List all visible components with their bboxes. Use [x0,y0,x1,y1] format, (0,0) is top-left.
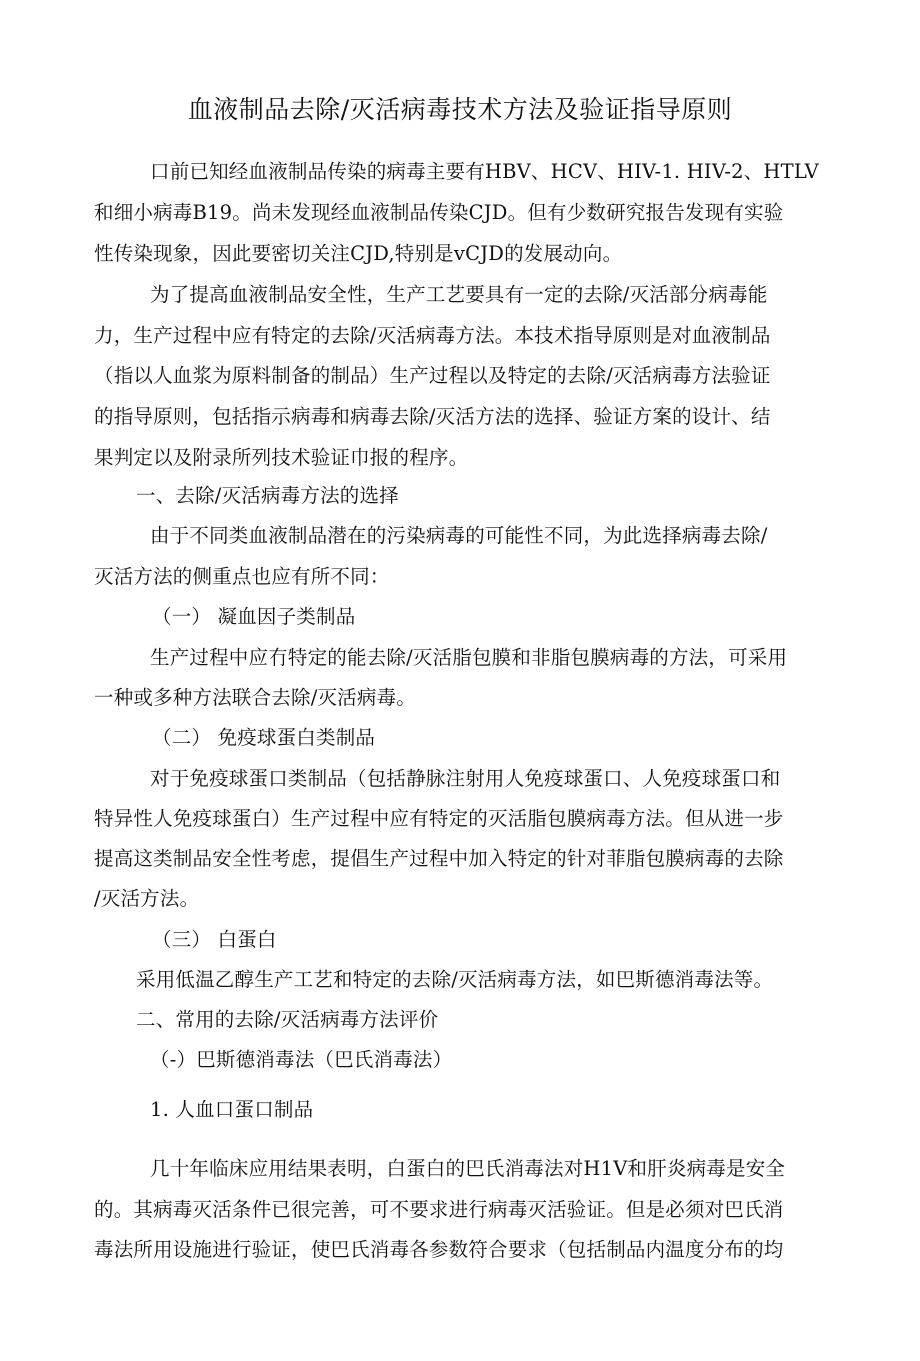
paragraph-line: 灭活方法的侧重点也应有所不同： [94,565,390,588]
paragraph-line: 的。其病毒灭活条件已很完善，可不要求进行病毒灭活验证。但是必须对巴氏消 [94,1198,784,1221]
paragraph-line: 果判定以及附录所列技术验证巾报的程序。 [94,446,469,469]
section-heading: 一、去除/灭活病毒方法的选择 [136,484,399,507]
paragraph-line: 口前已知经血液制品传染的病毒主要有HBV、HCV、HIV-1. HIV-2、HTLV [150,160,819,183]
numbered-heading: 1. 人血口蛋口制品 [150,1098,314,1121]
paragraph-line: 提高这类制品安全性考虑，提倡生产过程中加入特定的针对菲脂包膜病毒的去除 [94,847,784,870]
paragraph-line: 特异性人免疫球蛋白）生产过程中应有特定的灭活脂包膜病毒方法。但从进一步 [94,807,784,830]
paragraph-line: 毒法所用设施进行验证，使巴氏消毒各参数符合要求（包括制品内温度分布的均 [94,1238,784,1261]
paragraph-line: 和细小病毒B19。尚未发现经血液制品传染CJD。但有少数研究报告发现有实验 [94,201,784,224]
subsection-heading: （一） 凝血因子类制品 [152,605,356,628]
paragraph-line: 的指导原则，包括指示病毒和病毒去除/灭活方法的选择、验证方案的设计、结 [94,405,771,428]
paragraph-line: 力，生产过程中应有特定的去除/灭活病毒方法。本技术指导原则是对血液制品 [94,324,771,347]
paragraph-line: /灭活方法。 [94,887,200,910]
paragraph-line: 采用低温乙醇生产工艺和特定的去除/灭活病毒方法，如巴斯德消毒法等。 [136,968,774,991]
paragraph-line: 几十年临床应用结果表明，白蛋白的巴氏消毒法对H1V和肝炎病毒是安全 [150,1157,786,1180]
paragraph-line: 一种或多种方法联合去除/灭活病毒。 [94,686,416,709]
paragraph-line: 对于免疫球蛋口类制品（包括静脉注射用人免疫球蛋口、人免疫球蛋口和 [150,767,781,790]
paragraph-line: 由于不同类血液制品潜在的污染病毒的可能性不同，为此选择病毒去除/ [150,524,768,547]
paragraph-line: 生产过程中应冇特定的能去除/灭活脂包膜和非脂包膜病毒的方法，可采用 [150,646,788,669]
subsection-heading: （-）巴斯德消毒法（巴氏消毒法） [150,1048,453,1071]
subsection-heading: （三） 白蛋白 [152,928,277,951]
document-title: 血液制品去除/灭活病毒技术方法及验证指导原则 [187,95,733,124]
paragraph-line: （指以人血浆为原料制备的制品）生产过程以及特定的去除/灭活病毒方法验证 [94,364,771,387]
paragraph-line: 为了提高血液制品安全性，生产工艺要具有一定的去除/灭活部分病毒能 [150,283,768,306]
section-heading: 二、常用的去除/灭活病毒方法评价 [136,1008,439,1031]
paragraph-line: 性传染现象，因此要密切关注CJD,特别是vCJD的发展动向。 [94,242,623,265]
subsection-heading: （二） 免疫球蛋白类制品 [152,726,376,749]
